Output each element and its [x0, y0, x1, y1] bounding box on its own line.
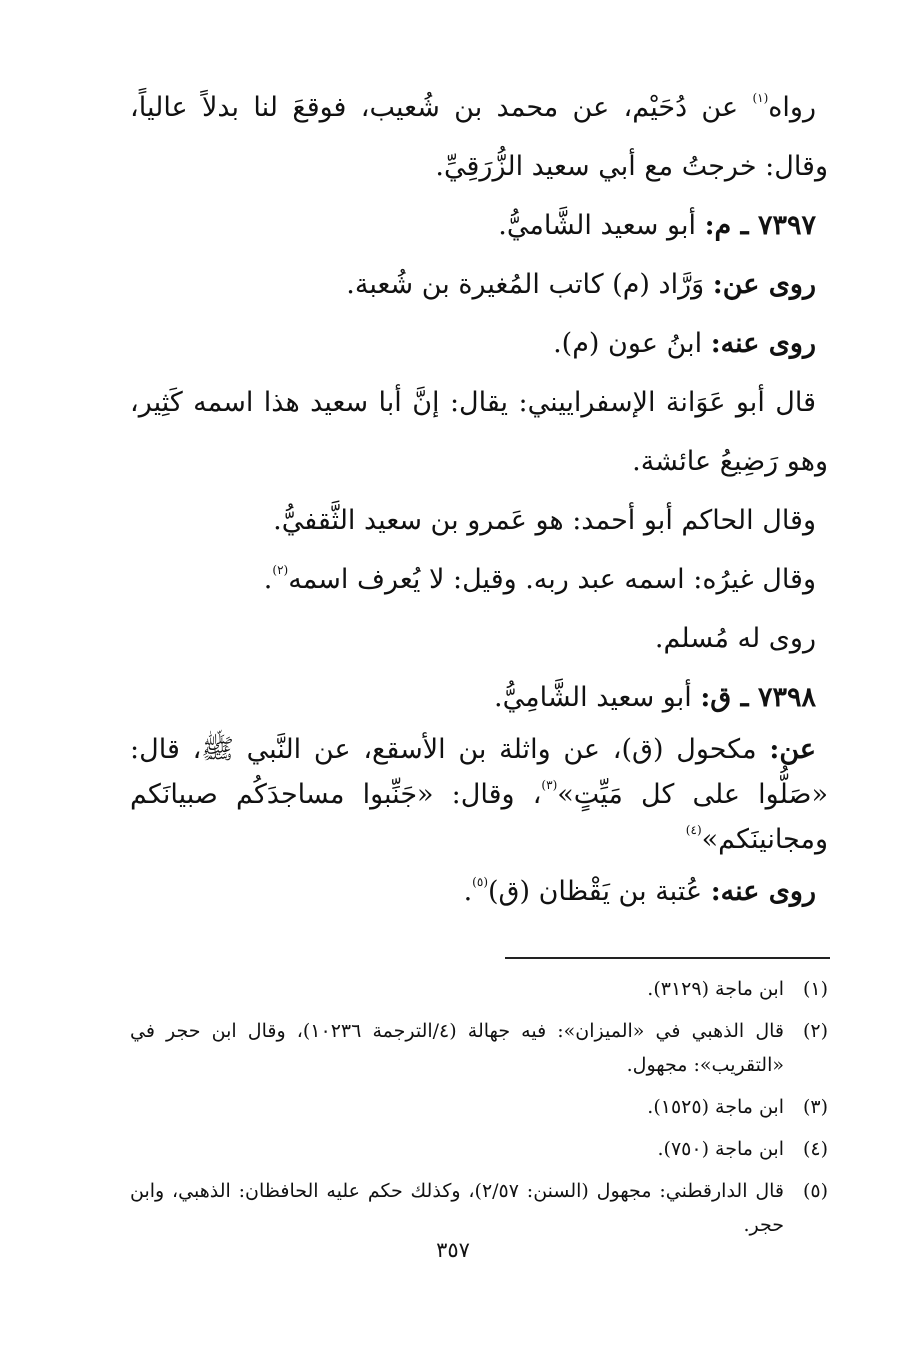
entry-number: ٧٣٩٨ ـ ق:	[700, 682, 816, 713]
quote-abu-awana: قال أبو عَوَانة الإسفراييني: يقال: إنَّ أبا سعيد هذا اسمه كَثِير، وهو رَضِيعُ عائشة.	[130, 387, 828, 477]
footnote-ref-5[interactable]: (٥)	[472, 875, 488, 889]
narrated-by-label: روى عنه:	[710, 876, 816, 907]
footnote-number: (٥)	[802, 1180, 828, 1202]
entry-7397-narrated-from: روى عن: وَرَّاد (م) كاتب المُغيرة بن شُعبة.	[346, 269, 816, 300]
footnote	[130, 972, 828, 1006]
quote-others: وقال غيرُه: اسمه عبد ربه. وقيل: لا يُعرف اسمه$^{(٢)}$.	[263, 563, 816, 595]
footnote-number: (١)	[802, 978, 828, 1000]
main-text	[130, 78, 828, 921]
narrated-by-muslim: روى له مُسلم.	[654, 623, 816, 654]
footnote-ref-1[interactable]: (١)	[752, 91, 769, 105]
footnote	[130, 1090, 828, 1124]
footnote-text: قال الذهبي في «الميزان»: فيه جهالة (٤/الترجمة ١٠٢٣٦)، وقال ابن حجر في «التقريب»: مجهول.	[130, 1020, 784, 1076]
entry-7398-heading: ٧٣٩٨ ـ ق: أبو سعيد الشَّامِيُّ.	[494, 682, 816, 713]
footnote-ref-3[interactable]: (٣)	[541, 778, 558, 792]
footnote	[130, 1132, 828, 1166]
footnote	[130, 1014, 828, 1082]
page-number: ٣٥٧	[436, 1238, 470, 1262]
footnote-divider	[505, 957, 830, 959]
footnote-number: (٢)	[802, 1020, 828, 1042]
entry-7398-narrated-from: عن: مكحول (ق)، عن واثلة بن الأسقع، عن النَّبي ﷺ، قال: «صَلُّوا على كل مَيِّتٍ»$^{(٣)}$، وقال: «جَنِّبوا مساجدَكُم صبيانَكم ومجانينَكم»$^{(٤)}$	[130, 734, 828, 855]
footnote-text: ابن ماجة (٧٥٠).	[657, 1138, 784, 1160]
quote-hakim: وقال الحاكم أبو أحمد: هو عَمرو بن سعيد الثَّقفيُّ.	[273, 505, 816, 536]
narrated-from-label: روى عن:	[712, 269, 816, 300]
footnote-ref-4[interactable]: (٤)	[685, 823, 702, 837]
paragraph-rawah: رواه$^{(١)}$ عن دُحَيْم، عن محمد بن شُعيب، فوقعَ لنا بدلاً عالياً، وقال: خرجتُ مع أبي سعيد الزُّرَقِيِّ.	[130, 91, 828, 182]
footnote-number: (٤)	[802, 1138, 828, 1160]
footnotes	[130, 972, 828, 1250]
entry-7397-heading: ٧٣٩٧ ـ م: أبو سعيد الشَّاميُّ.	[498, 210, 816, 241]
footnote-text: قال الدارقطني: مجهول (السنن: ٢/٥٧)، وكذلك حكم عليه الحافظان: الذهبي، وابن حجر.	[130, 1180, 784, 1236]
narrated-from-label: عن:	[769, 734, 816, 765]
footnote-text: ابن ماجة (١٥٢٥).	[647, 1096, 784, 1118]
footnote	[130, 1174, 828, 1242]
footnote-ref-2[interactable]: (٢)	[272, 563, 289, 577]
footnote-text: ابن ماجة (٣١٢٩).	[647, 978, 784, 1000]
narrated-by-label: روى عنه:	[710, 328, 816, 359]
entry-7398-narrated-by: روى عنه: عُتبة بن يَقْظان (ق)$^{(٥)}$.	[463, 875, 816, 907]
entry-number: ٧٣٩٧ ـ م:	[704, 210, 816, 241]
entry-7397-narrated-by: روى عنه: ابنُ عون (م).	[553, 328, 816, 359]
footnote-number: (٣)	[802, 1096, 828, 1118]
